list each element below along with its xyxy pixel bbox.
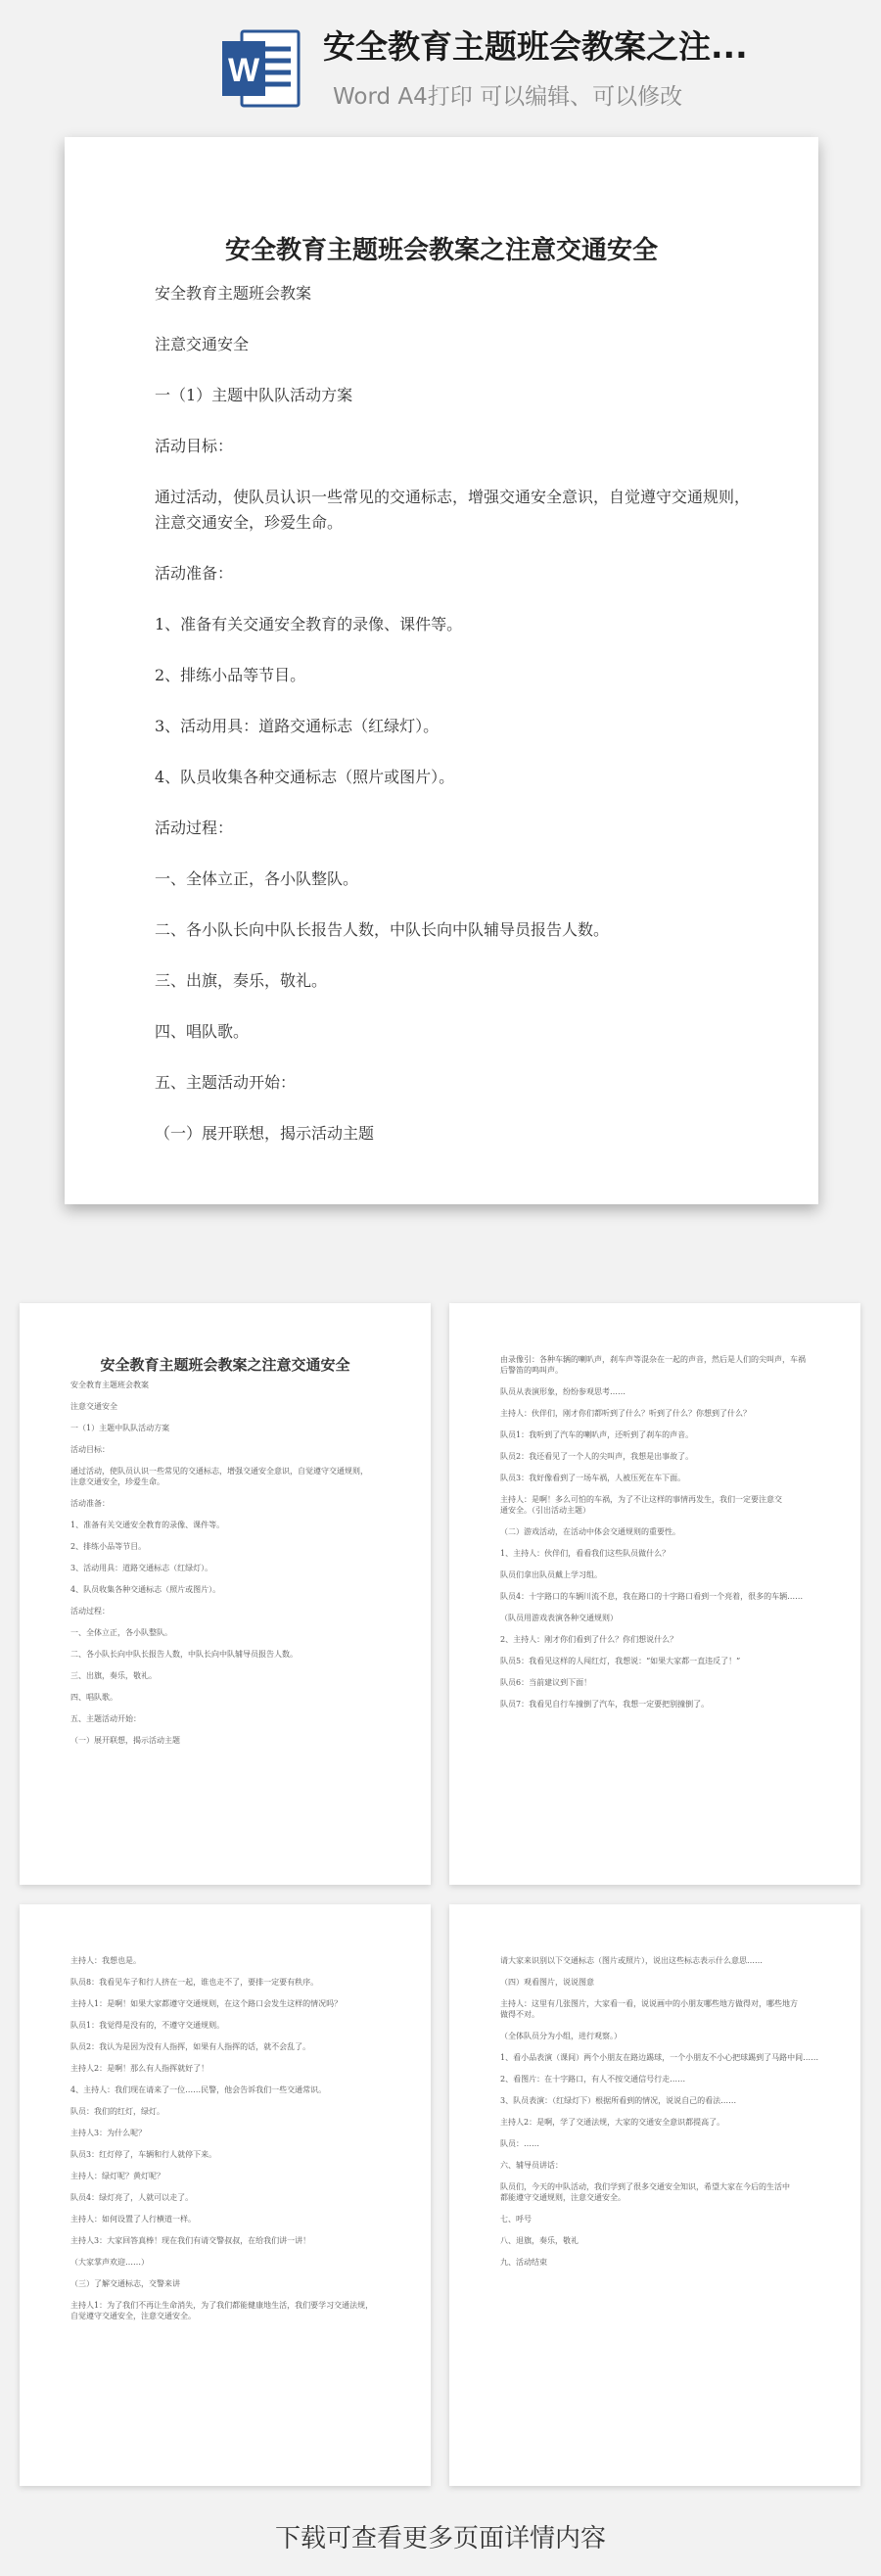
thumbnail-line: [70, 2052, 394, 2063]
svg-text:W: W: [227, 52, 260, 89]
thumbnail-line: [70, 2009, 394, 2020]
thumbnail-line: （大家掌声欢迎……）: [70, 2258, 149, 2267]
body-line: [155, 408, 762, 434]
thumbnail-line: [500, 2020, 823, 2031]
thumbnail-line: [70, 1433, 394, 1444]
thumbnail-line: [500, 2041, 823, 2052]
thumbnail-body: [70, 1380, 394, 1746]
thumbnail-line: 一（1）主题中队队活动方案: [70, 1424, 170, 1432]
body-line: 四、唱队歌。: [155, 1022, 250, 1041]
thumbnail-body: [500, 1955, 823, 2268]
thumbnail-line: 主持人2：是啊，学了交通法规，大家的交通安全意识都提高了。: [500, 2118, 725, 2127]
body-line: 3、活动用具：道路交通标志（红绿灯）。: [155, 717, 440, 735]
body-line: [155, 994, 762, 1019]
footer-download-hint[interactable]: 下载可查看更多页面详情内容: [274, 2524, 606, 2553]
thumbnail-line: [70, 2117, 394, 2128]
thumbnail-line: 都能遵守交通规则，注意交通安全。: [500, 2193, 626, 2202]
body-line: [155, 892, 762, 917]
body-line: 通过活动，使队员认识一些常见的交通标志，增强交通安全意识，自觉遵守交通规则，: [155, 488, 751, 506]
thumbnail-line: 活动目标：: [70, 1445, 110, 1454]
body-line: 一（1）主题中队队活动方案: [155, 386, 353, 404]
thumbnail-line: 2、看图片：在十字路口，有人不按交通信号行走……: [500, 2075, 686, 2084]
thumbnail-line: [70, 2246, 394, 2257]
header: [0, 0, 881, 122]
thumbnail-line: [500, 1966, 823, 1977]
thumbnail-line: [70, 1455, 394, 1466]
thumbnail-line: [500, 1602, 823, 1613]
thumbnail-line: 主持人：如何设置了人行横道一样。: [70, 2215, 196, 2224]
thumbnail-line: [70, 1988, 394, 1998]
thumbnail-line: [500, 1666, 823, 1677]
thumbnail-line: [500, 1559, 823, 1569]
thumbnail-line: 队员4：绿灯亮了，人就可以走了。: [70, 2193, 194, 2202]
thumbnail-line: 注意交通安全，珍爱生命。: [70, 1477, 164, 1486]
body-line: [155, 739, 762, 765]
thumbnail-line: 五、主题活动开始：: [70, 1714, 141, 1723]
thumbnail-line: [500, 1580, 823, 1591]
page-thumbnail-3[interactable]: [20, 1904, 431, 2486]
thumbnail-title: 安全教育主题班会教案之注意交通安全: [100, 1356, 350, 1374]
thumbnail-line: [70, 1616, 394, 1627]
thumbnail-line: [500, 1688, 823, 1699]
thumbnail-line: [70, 1530, 394, 1541]
thumbnail-line: [500, 1397, 823, 1408]
main-page-title: 安全教育主题班会教案之注意交通安全: [224, 236, 658, 265]
body-line: [155, 459, 762, 485]
thumbnail-line: [70, 2160, 394, 2171]
thumbnail-line: （一）展开联想，揭示活动主题: [70, 1736, 180, 1745]
thumbnail-line: 主持人：绿灯呢？黄灯呢？: [70, 2172, 164, 2180]
document-subtitle: Word A4打印 可以编辑、可以修改: [333, 84, 683, 110]
body-line: [155, 790, 762, 816]
thumbnail-line: [70, 2225, 394, 2235]
thumbnail-line: 2、排练小品等节目。: [70, 1542, 147, 1551]
thumbnail-line: （二）游戏活动，在活动中体会交通规则的重要性。: [500, 1527, 680, 1536]
thumbnail-line: [70, 1573, 394, 1584]
thumbnail-line: [500, 1645, 823, 1656]
thumbnail-line: 队员1：我觉得是没有的，不遵守交通规则。: [70, 2021, 225, 2030]
body-line: 安全教育主题班会教案: [155, 284, 312, 303]
body-line: [155, 688, 762, 714]
thumbnail-line: [70, 1660, 394, 1670]
thumbnail-line: 做得不对。: [500, 2010, 539, 2019]
thumbnail-line: 二、各小队长向中队长报告人数，中队长向中队辅导员报告人数。: [70, 1650, 298, 1659]
thumbnail-line: [70, 1595, 394, 1606]
thumbnail-line: 六、辅导员讲话：: [500, 2161, 563, 2170]
thumbnail-line: 活动准备：: [70, 1499, 110, 1508]
thumbnail-line: 主持人1：是啊！如果大家都遵守交通规则，在这个路口会发生这样的情况吗？: [70, 1999, 343, 2008]
thumbnail-line: [500, 1988, 823, 1998]
thumbnail-line: 通安全。（引出活动主题）: [500, 1506, 590, 1515]
thumbnail-line: （三）了解交通标志，交警来讲: [70, 2279, 180, 2288]
thumbnail-line: 九、活动结束: [500, 2258, 547, 2267]
body-line: [155, 637, 762, 663]
body-line: 活动目标：: [155, 437, 234, 455]
body-line: 注意交通安全，珍爱生命。: [155, 513, 344, 532]
thumbnail-line: [500, 2171, 823, 2181]
thumbnail-line: 主持人2：是啊！那么有人指挥就好了！: [70, 2064, 209, 2073]
thumbnail-line: [70, 1703, 394, 1713]
thumbnail-line: 1、主持人：伙伴们，看看我们这些队员做什么？: [500, 1549, 671, 1558]
thumbnail-line: 1、准备有关交通安全教育的录像、课件等。: [70, 1521, 225, 1529]
thumbnail-line: 队员3：我好像看到了一场车祸，人被压死在车下面。: [500, 1474, 686, 1482]
thumbnail-line: [500, 2063, 823, 2074]
body-line: （一）展开联想，揭示活动主题: [155, 1124, 375, 1143]
thumbnail-line: 4、主持人：我们现在请来了一位……民警，他会告诉我们一些交通常识。: [70, 2085, 327, 2094]
word-document-icon: [220, 27, 302, 110]
thumbnail-line: 一、全体立正，各小队整队。: [70, 1628, 172, 1637]
thumbnail-line: 三、出旗，奏乐，敬礼。: [70, 1671, 157, 1680]
thumbnail-line: 自觉遵守交通安全，注意交通安全。: [70, 2312, 196, 2320]
thumbnail-line: 队员们，今天的中队活动，我们学到了很多交通安全知识，希望大家在今后的生活中: [500, 2182, 790, 2191]
thumbnail-line: [70, 2268, 394, 2278]
body-line: [155, 357, 762, 383]
thumbnail-line: 主持人3：大家回答真棒！现在我们有请交警叔叔，在给我们讲一讲！: [70, 2236, 311, 2245]
thumbnail-line: 队员1：我听到了汽车的喇叭声，还听到了刹车的声音。: [500, 1430, 694, 1439]
thumbnail-line: [70, 1966, 394, 1977]
thumbnail-line: [70, 2031, 394, 2041]
body-line: [155, 943, 762, 968]
thumbnail-line: （队员用游戏表演各种交通规则）: [500, 1614, 618, 1622]
thumbnail-line: 由录像引：各种车辆的喇叭声，刹车声等混杂在一起的声音，然后是人们的尖叫声，车祸: [500, 1355, 806, 1364]
thumbnail-line: 主持人：伙伴们，刚才你们都听到了什么？听到了什么？你想到了什么？: [500, 1409, 751, 1418]
thumbnail-line: 队员2：我还看见了一个人的尖叫声，我想是出事故了。: [500, 1452, 694, 1461]
thumbnail-line: [70, 2203, 394, 2214]
main-page-preview: [65, 137, 818, 1204]
thumbnail-line: （四）观看图片，说说图意: [500, 1978, 594, 1987]
thumbnail-line: 队员们拿出队员戴上学习组。: [500, 1570, 602, 1579]
thumbnail-line: 队员8：我看见车子和行人挤在一起，谁也走不了，要排一定要有秩序。: [70, 1978, 319, 1987]
body-line: 活动准备：: [155, 564, 234, 583]
thumbnail-line: [500, 2106, 823, 2117]
thumbnail-line: 1、看小品表演（课间）两个小朋友在路边踢球，一个小朋友不小心把球踢到了马路中间……: [500, 2053, 819, 2062]
page-thumbnail-2[interactable]: [449, 1303, 860, 1885]
thumbnail-line: 队员3：红灯停了，车辆和行人就停下来。: [70, 2150, 217, 2159]
thumbnail-line: [500, 1623, 823, 1634]
thumbnail-line: [70, 1638, 394, 1649]
thumbnail-body: [70, 1955, 394, 2321]
thumbnail-line: 后警笛的鸣叫声。: [500, 1366, 563, 1375]
thumbnail-line: [500, 1462, 823, 1473]
page-thumbnail-1[interactable]: [20, 1303, 431, 1885]
thumbnail-line: 主持人：这里有几张图片，大家看一看，说说画中的小朋友哪些地方做得对，哪些地方: [500, 1999, 798, 2008]
thumbnail-line: [500, 1376, 823, 1386]
thumbnail-line: 队员4：十字路口的车辆川流不息，我在路口的十字路口看到一个亮着，很多的车辆……: [500, 1592, 804, 1601]
thumbnail-line: [500, 2203, 823, 2214]
thumbnail-line: [500, 1516, 823, 1526]
thumbnail-line: 七、呼号: [500, 2215, 532, 2224]
thumbnail-line: [70, 1509, 394, 1520]
thumbnail-line: [500, 1537, 823, 1548]
thumbnail-line: 队员：……: [500, 2139, 539, 2148]
body-line: [155, 306, 762, 332]
body-line: [155, 841, 762, 866]
thumbnail-line: [70, 1390, 394, 1401]
thumbnail-line: [70, 2074, 394, 2084]
thumbnail-line: [70, 1681, 394, 1692]
body-line: [155, 536, 762, 561]
thumbnail-line: [70, 1487, 394, 1498]
thumbnail-line: 四、唱队歌。: [70, 1693, 117, 1702]
thumbnail-line: 安全教育主题班会教案: [70, 1381, 149, 1389]
thumbnail-line: 3、队员表演：（红绿灯下）根据所看到的情况，说说自己的看法……: [500, 2096, 737, 2105]
thumbnail-line: 队员从表演形象，纷纷参观思考……: [500, 1387, 626, 1396]
thumbnail-line: 主持人：我想也是。: [70, 1956, 141, 1965]
body-line: 一、全体立正，各小队整队。: [155, 869, 359, 888]
thumbnail-line: 队员：我们的红灯，绿灯。: [70, 2107, 164, 2116]
body-line: 1、准备有关交通安全教育的录像、课件等。: [155, 615, 463, 633]
body-line: [155, 1096, 762, 1121]
body-line: 三、出旗，奏乐，敬礼。: [155, 971, 328, 990]
body-line: 注意交通安全: [155, 335, 250, 353]
thumbnail-line: 主持人1：为了我们不再让生命消失，为了我们都能健康地生活，我们要学习交通法规，: [70, 2301, 374, 2310]
thumbnail-line: 主持人：是啊！多么可怕的车祸，为了不让这样的事情再发生，我们一定要注意交: [500, 1495, 782, 1504]
thumbnail-line: [500, 1440, 823, 1451]
thumbnail-line: 4、队员收集各种交通标志（照片或图片）。: [70, 1585, 221, 1594]
thumbnail-line: 主持人3：为什么呢？: [70, 2129, 147, 2137]
body-line: 五、主题活动开始：: [155, 1073, 297, 1092]
thumbnail-line: 队员5：我看见这样的人闯红灯，我想说：“如果大家都一直违反了！”: [500, 1657, 741, 1665]
document-title: 安全教育主题班会教案之注...: [323, 27, 748, 66]
thumbnail-line: 请大家来识别以下交通标志（图片或照片），说出这些标志表示什么意思……: [500, 1956, 763, 1965]
thumbnail-line: 2、主持人：刚才你们看到了什么？你们想说什么？: [500, 1635, 678, 1644]
thumbnail-line: [500, 2128, 823, 2138]
thumbnail-line: [500, 1419, 823, 1429]
thumbnail-line: 队员2：我认为是因为没有人指挥，如果有人指挥的话，就不会乱了。: [70, 2042, 311, 2051]
thumbnail-line: 活动过程：: [70, 1607, 110, 1616]
thumbnail-line: [500, 2246, 823, 2257]
thumbnail-line: [70, 1552, 394, 1563]
body-line: [155, 1045, 762, 1070]
body-line: [155, 586, 762, 612]
thumbnail-line: [70, 2095, 394, 2106]
thumbnail-line: 队员6：当前建议到下面！: [500, 1678, 592, 1687]
thumbnail-line: 通过活动，使队员认识一些常见的交通标志，增强交通安全意识，自觉遵守交通规则，: [70, 1467, 368, 1475]
thumbnail-line: 注意交通安全: [70, 1402, 117, 1411]
thumbnail-line: 队员7：我看见自行车撞倒了汽车，我想一定要把别撞倒了。: [500, 1700, 710, 1709]
body-line: 2、排练小品等节目。: [155, 666, 306, 684]
thumbnail-line: [500, 2149, 823, 2160]
thumbnail-line: [500, 1483, 823, 1494]
thumbnail-line: [70, 1412, 394, 1423]
thumbnail-line: 八、退旗，奏乐，敬礼: [500, 2236, 579, 2245]
body-line: 活动过程：: [155, 819, 234, 837]
thumbnail-line: （全体队员分为小组，进行观察。）: [500, 2032, 622, 2040]
thumbnail-line: 3、活动用具：道路交通标志（红绿灯）。: [70, 1564, 213, 1572]
thumbnail-line: [70, 2138, 394, 2149]
thumbnail-line: [500, 2225, 823, 2235]
thumbnail-line: [500, 2084, 823, 2095]
thumbnail-line: [70, 2181, 394, 2192]
body-line: 二、各小队长向中队长报告人数，中队长向中队辅导员报告人数。: [155, 920, 610, 939]
main-page-body: [155, 281, 762, 1147]
page-thumbnail-4[interactable]: [449, 1904, 860, 2486]
thumbnail-line: [70, 2289, 394, 2300]
thumbnail-line: [70, 1724, 394, 1735]
thumbnail-body: [500, 1354, 823, 1710]
body-line: 4、队员收集各种交通标志（照片或图片）。: [155, 768, 455, 786]
